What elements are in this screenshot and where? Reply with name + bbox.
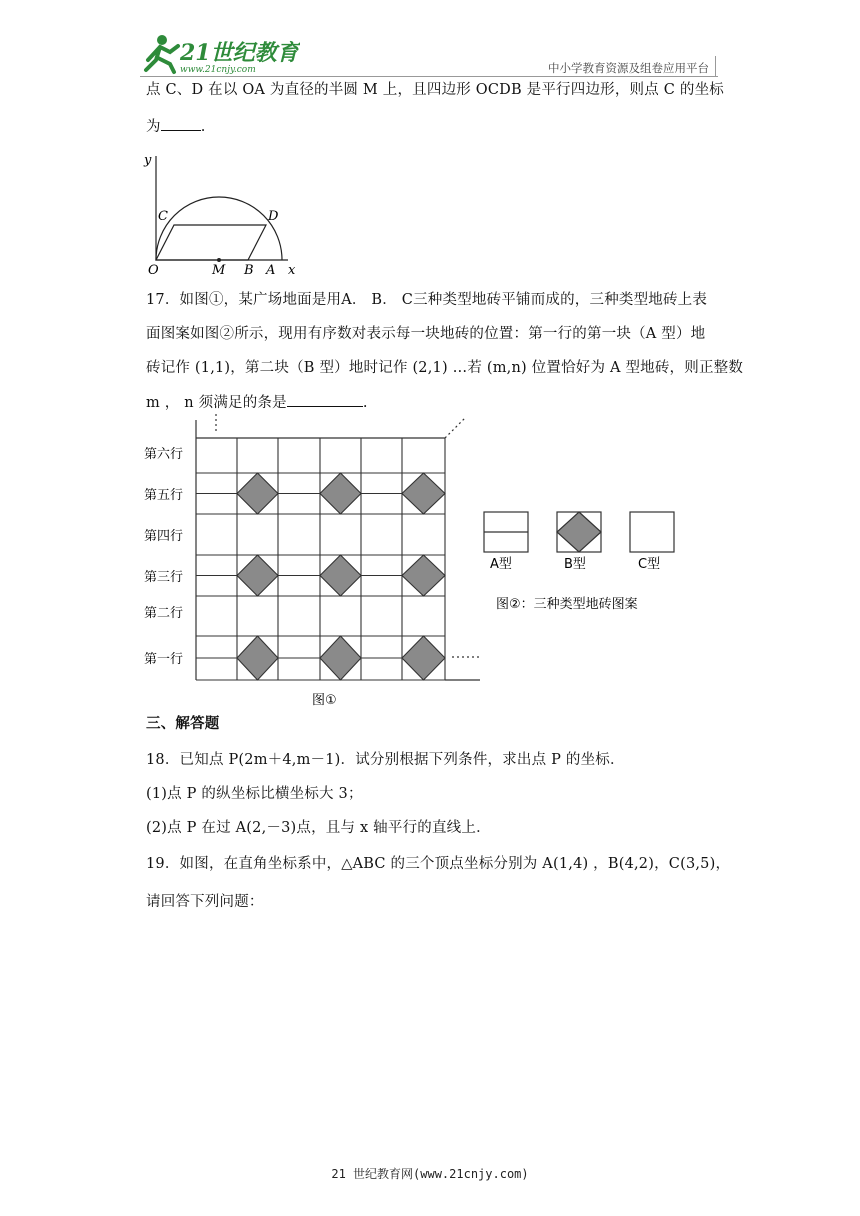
q17-line4-suffix: . xyxy=(362,395,368,411)
q18-item2: (2)点 P 在过 A(2,－3)点，且与 x 轴平行的直线上． xyxy=(146,820,491,836)
tile-type-b xyxy=(557,512,601,552)
b-tile-diamond xyxy=(402,473,445,514)
q16-line2-suffix: . xyxy=(200,119,206,135)
tile-type-c xyxy=(630,512,674,552)
header-divider-tick xyxy=(715,56,716,76)
label-o: O xyxy=(148,263,159,278)
b-tile-diamond xyxy=(320,473,361,514)
q17-answer-blank[interactable] xyxy=(287,392,363,407)
q18-item1: (1)点 P 的纵坐标比横坐标大 3； xyxy=(146,786,363,802)
semicircle xyxy=(156,197,282,260)
label-m: M xyxy=(212,263,226,278)
q16-answer-blank[interactable] xyxy=(161,116,201,131)
q17-line4 xyxy=(146,392,368,413)
label-d: D xyxy=(268,209,279,224)
b-tile-diamond xyxy=(320,555,361,596)
q19-line2: 请回答下列问题： xyxy=(146,894,264,910)
b-tile-diamond xyxy=(402,636,445,680)
row-label: 第四行 xyxy=(144,529,184,544)
row-label: 第五行 xyxy=(144,488,184,503)
q17-line4-prefix: m ， n 须满足的条是 xyxy=(146,395,287,411)
continuation-dots-corner xyxy=(445,418,465,438)
header-divider xyxy=(140,76,718,77)
q16-semicircle-figure xyxy=(138,148,308,278)
tile-type-c-label: C型 xyxy=(638,557,661,572)
label-b: B xyxy=(244,263,254,278)
b-tile-diamond xyxy=(237,636,278,680)
point-m xyxy=(217,258,221,262)
b-tile-diamond xyxy=(237,473,278,514)
platform-text: 中小学教育资源及组卷应用平台 xyxy=(548,61,709,75)
row-label: 第六行 xyxy=(144,447,184,462)
row-labels xyxy=(144,447,183,667)
tile-grid xyxy=(196,414,482,680)
q17-line3: 砖记作 (1,1)，第二块（B 型）地时记作 (2,1) …若 (m,n) 位置恰好为 A 型地砖，则正整数 xyxy=(146,360,744,376)
footer-text: 21 世纪教育网(www.21cnjy.com) xyxy=(331,1167,529,1181)
q17-line2: 面图案如图②所示，现用有序数对表示每一块地砖的位置：第一行的第一块（A 型）地 xyxy=(146,326,706,342)
q19-line1: 19．如图，在直角坐标系中，△ABC 的三个顶点坐标分别为 A(1,4) ，B(4,2)，C(3,5)， xyxy=(146,856,731,872)
tile-grid-figure xyxy=(140,414,500,710)
fig2-caption: 图②：三种类型地砖图案 xyxy=(496,597,638,612)
b-tile-diamond xyxy=(320,636,361,680)
row-label: 第三行 xyxy=(144,570,184,585)
tile-type-a xyxy=(484,512,528,552)
row-label: 第二行 xyxy=(144,606,184,621)
parallelogram-ocdb xyxy=(156,225,266,260)
b-tile-diamond xyxy=(237,555,278,596)
q16-line1: 点 C、D 在以 OA 为直径的半圆 M 上，且四边形 OCDB 是平行四边形，则点 C 的坐标 xyxy=(146,82,724,98)
runner-icon xyxy=(146,35,178,72)
label-x: x xyxy=(288,263,296,278)
tile-type-a-label: A型 xyxy=(490,557,512,572)
row-label: 第一行 xyxy=(144,652,184,667)
section-title: 三、解答题 xyxy=(146,715,220,732)
tile-type-b-label: B型 xyxy=(564,557,586,572)
logo-text: 21世纪教育 xyxy=(180,40,299,66)
site-logo xyxy=(140,30,300,76)
label-a: A xyxy=(266,263,276,278)
label-c: C xyxy=(158,209,168,224)
fig1-caption: 图① xyxy=(312,693,337,708)
q16-line2-prefix: 为 xyxy=(146,119,161,135)
b-tile-diamond xyxy=(402,555,445,596)
label-y: y xyxy=(144,153,152,168)
logo-url: www.21cnjy.com xyxy=(180,65,256,75)
q18-line1: 18．已知点 P(2m＋4,m－1)．试分别根据下列条件，求出点 P 的坐标． xyxy=(146,752,625,768)
q16-line2 xyxy=(146,116,206,137)
tile-types-figure xyxy=(478,506,688,616)
q17-line1: 17．如图①，某广场地面是用A． B． C三种类型地砖平铺而成的，三种类型地砖上表 xyxy=(146,292,708,308)
